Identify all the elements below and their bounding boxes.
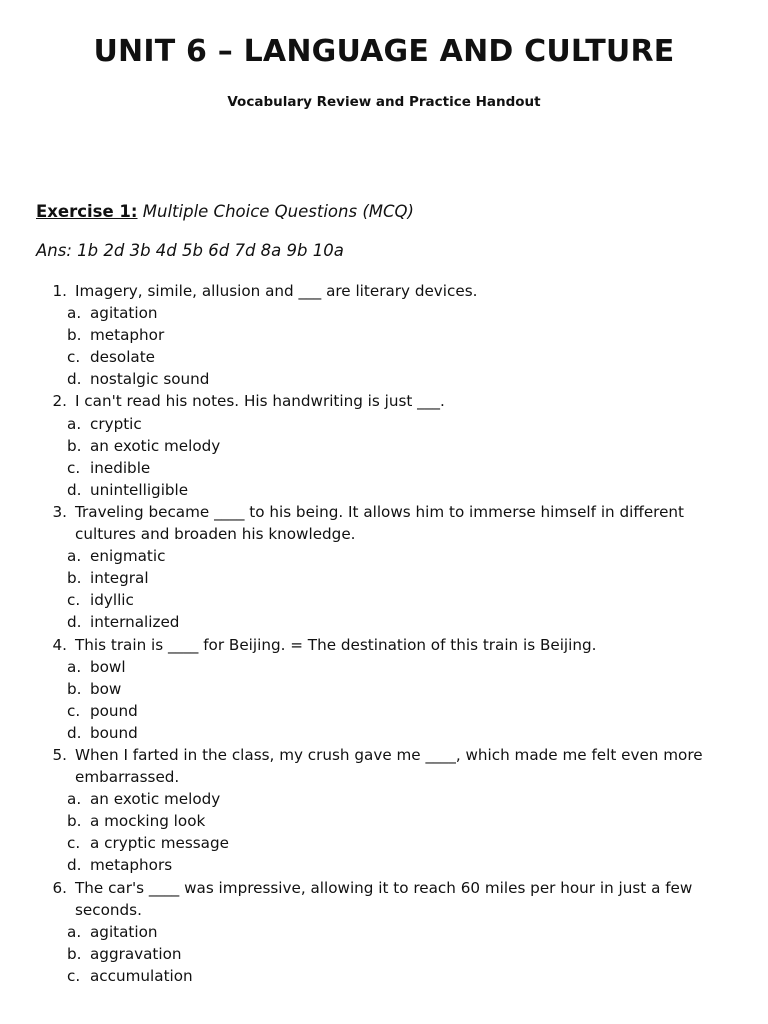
option-letter: b . bbox=[67, 435, 82, 457]
question-text: When I farted in the class, my crush gave me ____, which made me felt even more embarrassed. bbox=[75, 745, 703, 787]
answer-option bbox=[67, 700, 726, 722]
question-number: 4 . bbox=[36, 634, 67, 656]
answer-option bbox=[67, 611, 726, 633]
option-text: agitation bbox=[90, 922, 158, 941]
option-letter: d . bbox=[67, 611, 82, 633]
question-number: 5 . bbox=[36, 744, 67, 788]
option-letter: c . bbox=[67, 832, 82, 854]
answer-option bbox=[67, 854, 726, 876]
answer-option bbox=[67, 943, 726, 965]
option-letter: a . bbox=[67, 656, 82, 678]
answer-option bbox=[67, 722, 726, 744]
question-item bbox=[36, 634, 726, 656]
option-text: desolate bbox=[90, 348, 156, 367]
option-text: an exotic melody bbox=[90, 790, 221, 809]
option-letter: b . bbox=[67, 943, 82, 965]
question-item bbox=[36, 390, 726, 412]
answer-option bbox=[67, 324, 726, 346]
answer-option bbox=[67, 368, 726, 390]
answer-option bbox=[67, 457, 726, 479]
answer-option bbox=[67, 678, 726, 700]
option-letter: d . bbox=[67, 479, 82, 501]
exercise-heading bbox=[36, 202, 414, 221]
option-text: cryptic bbox=[90, 414, 142, 433]
answer-option bbox=[67, 788, 726, 810]
question-number: 6 . bbox=[36, 877, 67, 921]
option-text: accumulation bbox=[90, 966, 193, 985]
option-text: nostalgic sound bbox=[90, 370, 210, 389]
answer-option bbox=[67, 302, 726, 324]
option-text: a cryptic message bbox=[90, 834, 229, 853]
option-text: enigmatic bbox=[90, 547, 166, 566]
question-item bbox=[36, 877, 726, 921]
option-text: an exotic melody bbox=[90, 436, 221, 455]
question-number: 3 . bbox=[36, 501, 67, 545]
option-text: unintelligible bbox=[90, 480, 189, 499]
answer-option bbox=[67, 413, 726, 435]
question-number: 2 . bbox=[36, 390, 67, 412]
answer-key: Ans: 1b 2d 3b 4d 5b 6d 7d 8a 9b 10a bbox=[36, 241, 344, 260]
option-text: metaphors bbox=[90, 856, 173, 875]
option-text: internalized bbox=[90, 613, 180, 632]
option-letter: a . bbox=[67, 545, 82, 567]
question-text: The car's ____ was impressive, allowing it to reach 60 miles per hour in just a few seconds. bbox=[75, 878, 693, 919]
option-text: idyllic bbox=[90, 591, 134, 610]
answer-option bbox=[67, 479, 726, 501]
option-letter: c . bbox=[67, 965, 82, 987]
answer-option bbox=[67, 656, 726, 678]
option-text: a mocking look bbox=[90, 812, 206, 831]
answer-option bbox=[67, 965, 726, 987]
option-letter: a . bbox=[67, 921, 82, 943]
answer-option bbox=[67, 832, 726, 854]
exercise-label: Exercise 1: bbox=[36, 202, 138, 221]
question-item bbox=[36, 744, 726, 788]
question-item bbox=[36, 280, 726, 302]
answer-option bbox=[67, 435, 726, 457]
question-text: This train is ____ for Beijing. = The destination of this train is Beijing. bbox=[75, 635, 597, 654]
question-number: 1 . bbox=[36, 280, 67, 302]
option-letter: c . bbox=[67, 700, 82, 722]
answer-option bbox=[67, 567, 726, 589]
option-text: bowl bbox=[90, 657, 126, 676]
page-title: UNIT 6 – LANGUAGE AND CULTURE bbox=[93, 34, 675, 69]
answer-option bbox=[67, 545, 726, 567]
option-text: inedible bbox=[90, 458, 151, 477]
option-letter: a . bbox=[67, 788, 82, 810]
option-text: pound bbox=[90, 701, 138, 720]
question-text: Imagery, simile, allusion and ___ are literary devices. bbox=[75, 282, 478, 300]
question-item bbox=[36, 501, 726, 545]
option-letter: c . bbox=[67, 589, 82, 611]
question-list bbox=[36, 280, 726, 987]
answer-option bbox=[67, 921, 726, 943]
question-text: Traveling became ____ to his being. It allows him to immerse himself in different cultures and broaden his knowledge. bbox=[75, 502, 685, 544]
option-letter: d . bbox=[67, 722, 82, 744]
option-letter: b . bbox=[67, 567, 82, 589]
option-letter: b . bbox=[67, 810, 82, 832]
option-letter: a . bbox=[67, 413, 82, 435]
answer-option bbox=[67, 810, 726, 832]
answer-option bbox=[67, 589, 726, 611]
option-letter: b . bbox=[67, 324, 82, 346]
answer-option bbox=[67, 346, 726, 368]
exercise-type: Multiple Choice Questions (MCQ) bbox=[142, 202, 414, 221]
option-text: aggravation bbox=[90, 944, 182, 963]
question-text: I can't read his notes. His handwriting is just ___. bbox=[75, 392, 445, 411]
option-letter: d . bbox=[67, 854, 82, 876]
page-subtitle: Vocabulary Review and Practice Handout bbox=[227, 94, 541, 110]
option-letter: c . bbox=[67, 457, 82, 479]
option-letter: b . bbox=[67, 678, 82, 700]
option-text: bound bbox=[90, 723, 138, 742]
option-letter: d . bbox=[67, 368, 82, 390]
option-letter: c . bbox=[67, 346, 82, 368]
option-letter: a . bbox=[67, 302, 82, 324]
option-text: metaphor bbox=[90, 326, 165, 345]
option-text: agitation bbox=[90, 304, 158, 323]
option-text: bow bbox=[90, 679, 122, 698]
option-text: integral bbox=[90, 569, 149, 588]
